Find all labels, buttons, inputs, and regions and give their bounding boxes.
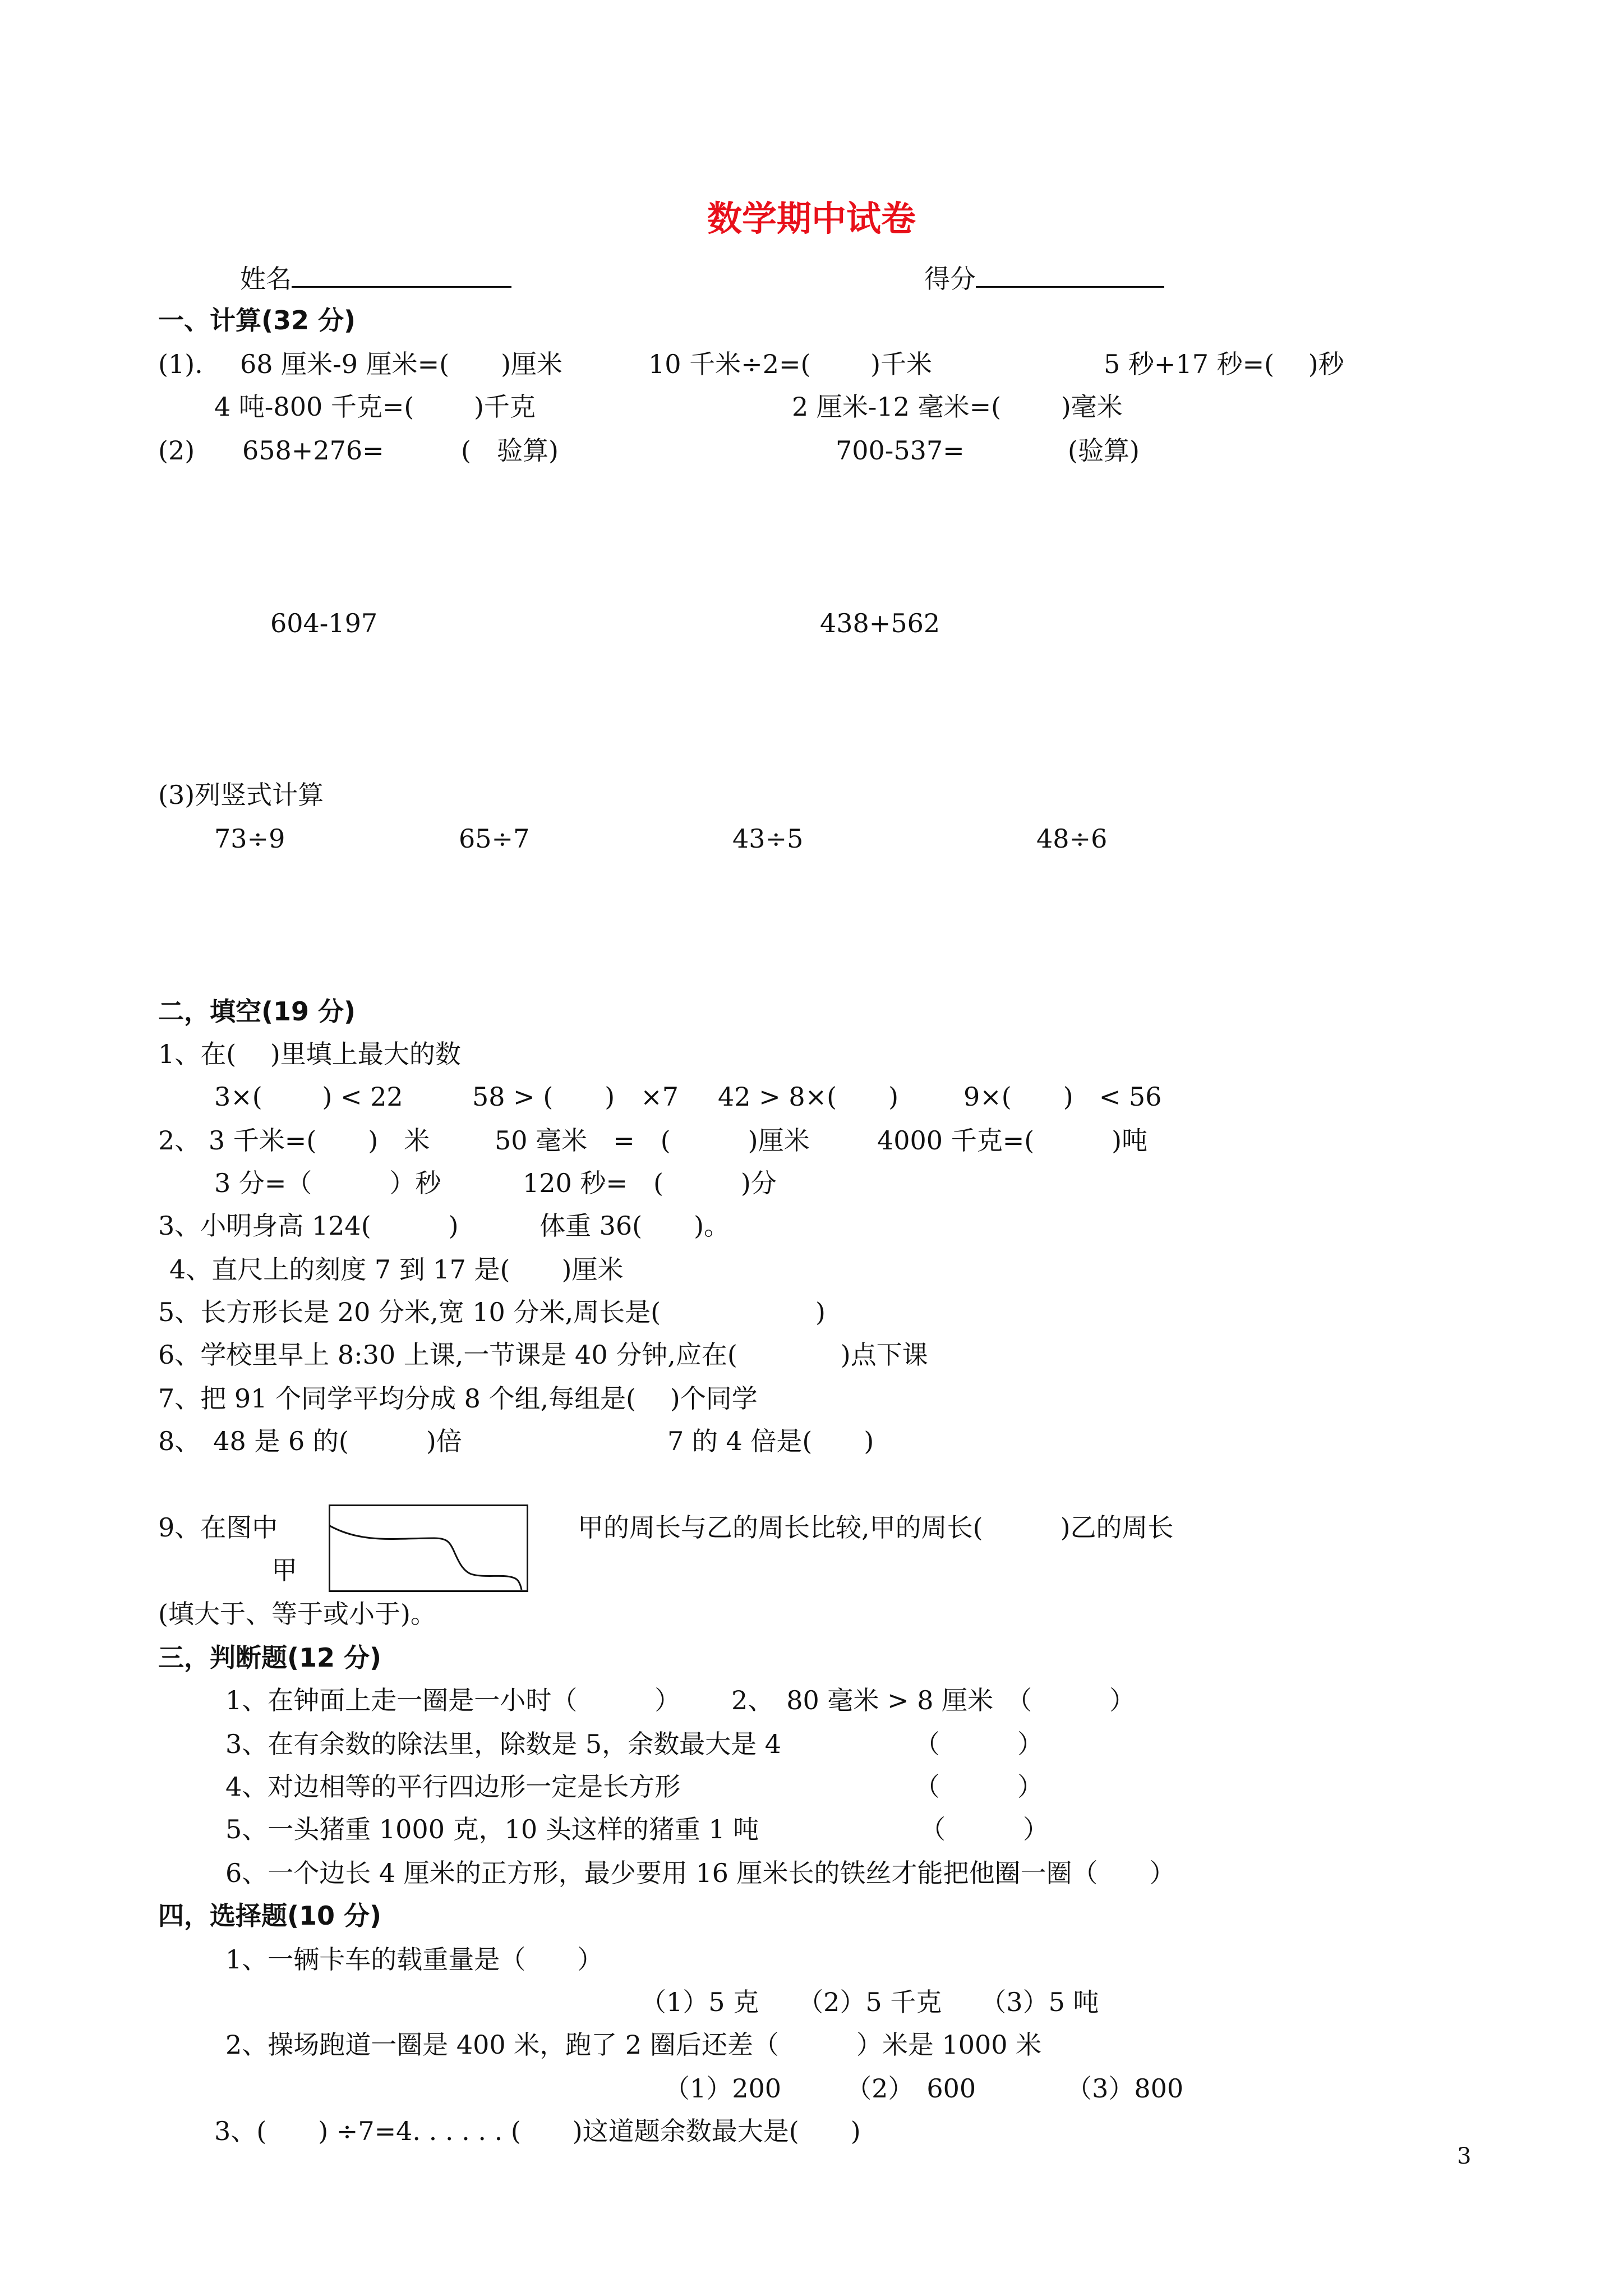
choice-q1-options: （1）5 克 （2）5 千克 （3）5 吨 [640,1987,1099,2017]
calc-p3-a: 73÷9 [214,823,285,854]
name-label: 姓名 [240,264,292,294]
calc-p3-c: 43÷5 [732,823,804,854]
fill-q9-a: 9、在图中 [158,1512,278,1543]
fill-q2-c: 4000 千克=( )吨 [877,1125,1148,1156]
name-field [240,264,511,292]
judge-q1: 1、在钟面上走一圈是一小时（ ） [225,1685,681,1715]
section-2-heading: 二，填空(19 分) [158,996,356,1027]
choice-q1: 1、一辆卡车的载重量是（ ） [225,1944,603,1975]
judge-q2: 2、 80 毫米 > 8 厘米 （ ） [731,1685,1136,1715]
calc-p1-num: (1). [158,349,203,379]
section-4-heading: 四，选择题(10 分) [158,1901,382,1931]
page-title: 数学期中试卷 [707,198,916,239]
calc-p1-e: 2 厘米-12 毫米=( )毫米 [792,392,1123,422]
calc-p2-c: 604-197 [270,608,378,638]
calc-p2-num: (2) [158,435,195,466]
fill-q5: 5、长方形长是 20 分米,宽 10 分米,周长是( ) [158,1297,826,1327]
score-field [924,264,1164,292]
fill-q1: 1、在( )里填上最大的数 [158,1039,461,1069]
fill-q2-d: 3 分=（ ）秒 [214,1168,441,1198]
judge-q4: 4、对边相等的平行四边形一定是长方形 [225,1772,681,1802]
fill-q3-b: 体重 36( )。 [540,1211,730,1241]
fill-q2-e: 120 秒= ( )分 [523,1168,777,1198]
judge-q3: 3、在有余数的除法里，除数是 5，余数最大是 4 [225,1729,782,1759]
section-1-heading: 一、计算(32 分) [158,305,356,335]
calc-p2-b-check: (验算) [1068,435,1140,466]
calc-p2-a: 658+276= [242,435,384,466]
fill-q4: 4、直尺上的刻度 7 到 17 是( )厘米 [169,1254,624,1285]
judge-q4-paren: （ ） [914,1772,1043,1802]
fill-q1-d: 9×( ) < 56 [963,1082,1162,1112]
judge-q5-paren: （ ） [920,1814,1049,1844]
calc-p1-a: 68 厘米-9 厘米=( )厘米 [240,349,563,379]
fill-q2-a: 2、 3 千米=( ) 米 [158,1125,430,1156]
fill-q7: 7、把 91 个同学平均分成 8 个组,每组是( )个同学 [158,1383,758,1414]
calc-p3-label: (3)列竖式计算 [158,780,324,810]
fill-q9-b: 甲的周长与乙的周长比较,甲的周长( )乙的周长 [578,1512,1174,1543]
fill-q9-jia: 甲 [271,1555,297,1585]
calc-p2-d: 438+562 [820,608,940,638]
fill-q8-a: 8、 48 是 6 的( )倍 [158,1426,462,1456]
section-3-heading: 三，判断题(12 分) [158,1642,382,1673]
score-label: 得分 [924,264,976,294]
calc-p2-b: 700-537= [836,435,965,466]
fill-q9-c: (填大于、等于或小于)。 [158,1599,436,1629]
choice-q2: 2、操场跑道一圈是 400 米，跑了 2 圈后还差（ ）米是 1000 米 [225,2030,1042,2060]
calc-p3-d: 48÷6 [1036,823,1108,854]
fill-q2-b: 50 毫米 = ( )厘米 [495,1125,810,1156]
judge-q3-paren: （ ） [914,1729,1043,1759]
judge-q6: 6、一个边长 4 厘米的正方形，最少要用 16 厘米长的铁丝才能把他圈一圈（ ） [225,1858,1175,1888]
calc-p1-c: 5 秒+17 秒=( )秒 [1104,349,1344,379]
calc-p1-d: 4 吨-800 千克=( )千克 [214,392,536,422]
fill-q6: 6、学校里早上 8:30 上课,一节课是 40 分钟,应在( )点下课 [158,1340,928,1370]
fill-q1-b: 58 > ( ) ×7 [472,1082,679,1112]
choice-q3: 3、( ) ÷7=4. . . . . . ( )这道题余数最大是( ) [214,2116,861,2146]
fill-q1-c: 42 > 8×( ) [718,1082,899,1112]
fill-q3-a: 3、小明身高 124( ) [158,1211,459,1241]
perimeter-figure [329,1504,528,1592]
calc-p3-b: 65÷7 [459,823,530,854]
name-blank[interactable] [292,264,511,288]
figure-rectangle [330,1506,528,1591]
page-number: 3 [1457,2143,1472,2169]
calc-p2-a-check: ( 验算) [461,435,559,466]
figure-dividing-curve [330,1526,522,1590]
calc-p1-b: 10 千米÷2=( )千米 [648,349,933,379]
score-blank[interactable] [976,264,1164,288]
judge-q5: 5、一头猪重 1000 克，10 头这样的猪重 1 吨 [225,1814,759,1844]
fill-q1-a: 3×( ) < 22 [214,1082,403,1112]
choice-q2-options: （1）200 （2） 600 （3）800 [664,2073,1184,2104]
fill-q8-b: 7 的 4 倍是( ) [667,1426,874,1456]
